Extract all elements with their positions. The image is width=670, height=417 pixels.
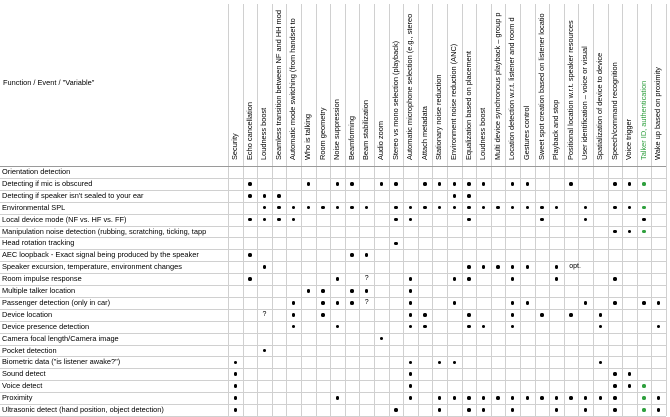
matrix-dot — [511, 206, 515, 210]
matrix-dot — [453, 396, 457, 400]
matrix-dot — [248, 253, 252, 257]
matrix-dot — [409, 301, 413, 305]
matrix-dot — [350, 206, 354, 210]
matrix-dot — [292, 206, 296, 210]
matrix-dot — [613, 372, 617, 376]
matrix-dot — [657, 325, 661, 329]
column-header — [535, 4, 547, 164]
matrix-dot — [657, 396, 661, 400]
matrix-dot — [555, 396, 559, 400]
matrix-dot — [511, 396, 515, 400]
column-header — [301, 4, 313, 164]
matrix-dot — [496, 265, 500, 269]
grid-line-vertical — [520, 4, 521, 416]
column-header — [330, 4, 342, 164]
row-label: Orientation detection — [2, 167, 71, 176]
matrix-dot — [628, 372, 632, 376]
column-header-label: Playback and stop — [551, 99, 561, 160]
matrix-dot — [263, 218, 267, 222]
column-header-label: Room geometry — [317, 107, 327, 160]
column-header-label: Automatic microphone selection (e.g., stereo — [405, 13, 415, 160]
column-header — [418, 4, 430, 164]
matrix-dot — [248, 218, 252, 222]
column-header-label: Seamless transition between NF and HH mod — [273, 10, 283, 160]
row-label: Environmental SPL — [2, 202, 66, 212]
column-header-label: Location detection w.r.t. listener and room d — [507, 17, 517, 160]
grid-line-vertical — [549, 4, 550, 416]
matrix-dot — [409, 325, 413, 329]
grid-line-vertical — [316, 4, 317, 416]
matrix-dot — [409, 396, 413, 400]
matrix-dot — [321, 313, 325, 317]
column-header — [564, 4, 576, 164]
matrix-dot — [336, 277, 340, 281]
matrix-dot — [511, 182, 515, 186]
column-header — [359, 4, 371, 164]
matrix-dot — [526, 182, 530, 186]
matrix-dot-green — [642, 206, 646, 210]
matrix-dot — [584, 218, 588, 222]
column-header — [403, 4, 415, 164]
matrix-dot — [628, 384, 632, 388]
grid-line-vertical — [622, 4, 623, 416]
matrix-dot — [277, 206, 281, 210]
matrix-dot — [613, 396, 617, 400]
matrix-dot — [482, 396, 486, 400]
matrix-dot — [321, 301, 325, 305]
matrix-dot — [292, 218, 296, 222]
matrix-dot — [336, 206, 340, 210]
row-label: Device presence detection — [2, 321, 90, 331]
matrix-dot — [467, 206, 471, 210]
matrix-dot — [511, 301, 515, 305]
grid-line-vertical — [272, 4, 273, 416]
matrix-dot — [613, 384, 617, 388]
matrix-dot — [540, 218, 544, 222]
matrix-dot — [350, 182, 354, 186]
column-header — [243, 4, 255, 164]
matrix-dot — [350, 289, 354, 293]
grid-line-vertical — [403, 4, 404, 416]
column-header — [549, 4, 561, 164]
matrix-dot — [642, 218, 646, 222]
matrix-dot — [438, 206, 442, 210]
matrix-dot — [540, 206, 544, 210]
column-header-label: Equalization based on placement — [463, 51, 473, 160]
matrix-dot — [526, 301, 530, 305]
matrix-dot — [482, 206, 486, 210]
matrix-dot — [248, 182, 252, 186]
matrix-dot — [350, 253, 354, 257]
matrix-dot — [394, 206, 398, 210]
matrix-dot — [555, 206, 559, 210]
matrix-dot — [526, 265, 530, 269]
matrix-dot — [438, 361, 442, 365]
column-header-label: Echo cancellation — [244, 102, 254, 160]
grid-line-vertical — [301, 4, 302, 416]
column-header — [228, 4, 240, 164]
grid-line-vertical — [462, 4, 463, 416]
row-label: Proximity — [2, 393, 33, 403]
grid-line-vertical — [578, 4, 579, 416]
matrix-dot — [380, 337, 384, 341]
matrix-text-mark: ? — [262, 310, 267, 318]
matrix-dot — [292, 301, 296, 305]
matrix-dot — [496, 206, 500, 210]
matrix-dot — [555, 265, 559, 269]
grid-line-vertical — [432, 4, 433, 416]
grid-line-vertical — [345, 4, 346, 416]
matrix-dot — [599, 325, 603, 329]
row-label: Local device mode (NF vs. HF vs. FF) — [2, 214, 127, 224]
column-header — [374, 4, 386, 164]
matrix-dot — [628, 230, 632, 234]
matrix-dot — [599, 313, 603, 317]
matrix-dot — [511, 325, 515, 329]
matrix-text-mark: ? — [364, 298, 369, 306]
matrix-dot — [438, 396, 442, 400]
matrix-dot — [482, 182, 486, 186]
row-label: Pocket detection — [2, 345, 57, 355]
matrix-dot — [613, 301, 617, 305]
row-label: Head rotation tracking — [2, 238, 75, 248]
column-header-label: Voice trigger — [624, 118, 634, 160]
column-header-label: Beam stabilization — [361, 100, 371, 160]
matrix-dot — [569, 182, 573, 186]
matrix-dot — [584, 396, 588, 400]
matrix-dot — [409, 218, 413, 222]
column-header-label: Sweet spot creation based on listener locatio — [536, 13, 546, 160]
matrix-dot — [438, 182, 442, 186]
column-header — [389, 4, 401, 164]
matrix-dot — [599, 396, 603, 400]
matrix-dot — [336, 325, 340, 329]
matrix-dot — [394, 242, 398, 246]
matrix-dot — [642, 301, 646, 305]
matrix-dot-green — [642, 230, 646, 234]
matrix-dot — [263, 194, 267, 198]
matrix-dot — [526, 396, 530, 400]
matrix-dot — [613, 206, 617, 210]
row-label: Biometric data ("is listener awake?") — [2, 357, 121, 367]
matrix-dot — [234, 372, 238, 376]
row-header-label: Function / Event / "Variable" — [3, 78, 95, 87]
column-header — [651, 4, 663, 164]
column-header-label: User identification – voice or visual — [580, 46, 590, 160]
grid-line-vertical — [389, 4, 390, 416]
matrix-dot — [409, 372, 413, 376]
column-header — [257, 4, 269, 164]
matrix-dot — [613, 182, 617, 186]
matrix-dot — [321, 206, 325, 210]
matrix-dot — [234, 384, 238, 388]
matrix-dot — [467, 218, 471, 222]
matrix-dot — [307, 289, 311, 293]
matrix-dot — [423, 182, 427, 186]
row-label: Manipulation noise detection (rubbing, scratching, ticking, tapp — [2, 226, 207, 236]
matrix-dot — [657, 301, 661, 305]
column-header — [593, 4, 605, 164]
grid-line-vertical — [228, 4, 229, 416]
column-header — [286, 4, 298, 164]
matrix-dot — [365, 206, 369, 210]
matrix-dot — [336, 182, 340, 186]
matrix-dot — [540, 396, 544, 400]
matrix-dot — [555, 277, 559, 281]
matrix-dot — [526, 206, 530, 210]
matrix-dot — [380, 182, 384, 186]
matrix-dot — [409, 384, 413, 388]
matrix-dot — [292, 325, 296, 329]
row-label: Room impulse response — [2, 274, 82, 284]
grid-line-vertical — [286, 4, 287, 416]
matrix-dot — [467, 325, 471, 329]
matrix-dot-green — [642, 182, 646, 186]
column-header — [272, 4, 284, 164]
matrix-dot — [467, 313, 471, 317]
grid-line-vertical — [491, 4, 492, 416]
matrix-dot — [453, 301, 457, 305]
grid-line-vertical — [359, 4, 360, 416]
matrix-dot — [569, 396, 573, 400]
row-label: Camera focal length/Camera image — [2, 333, 119, 343]
matrix-dot — [467, 265, 471, 269]
column-header — [520, 4, 532, 164]
column-header — [637, 4, 649, 164]
column-header — [345, 4, 357, 164]
grid-line-vertical — [476, 4, 477, 416]
matrix-dot — [511, 277, 515, 281]
column-header-label: Noise suppression — [332, 99, 342, 160]
column-header-label: Stereo vs mono selection (playback) — [390, 40, 400, 160]
matrix-dot — [584, 301, 588, 305]
matrix-dot — [248, 277, 252, 281]
matrix-dot — [277, 218, 281, 222]
grid-line-vertical — [535, 4, 536, 416]
matrix-dot — [409, 289, 413, 293]
grid-line-vertical — [651, 4, 652, 416]
matrix-dot — [540, 313, 544, 317]
column-header — [622, 4, 634, 164]
matrix-dot — [453, 277, 457, 281]
column-header-label: Loudness boost — [478, 107, 488, 160]
matrix-dot — [423, 313, 427, 317]
matrix-dot — [409, 277, 413, 281]
column-header-label: Spatialization of device to device — [595, 52, 604, 160]
grid-line-vertical — [418, 4, 419, 416]
column-header-label: Positional location w.r.t. speaker resources — [565, 20, 575, 160]
column-header-label: Loudness boost — [259, 107, 269, 160]
column-header — [608, 4, 620, 164]
row-label: Device location — [2, 309, 53, 319]
column-header-label: Audio zoom — [376, 120, 385, 160]
matrix-dot — [423, 325, 427, 329]
grid-line-vertical — [505, 4, 506, 416]
grid-line-vertical — [257, 4, 258, 416]
row-label: Detecting if mic is obscured — [2, 178, 93, 188]
column-header — [578, 4, 590, 164]
column-header-label: Attach metadata — [419, 106, 429, 160]
matrix-dot — [307, 206, 311, 210]
grid-line-vertical — [666, 4, 667, 416]
grid-line-vertical — [564, 4, 565, 416]
matrix-dot — [263, 206, 267, 210]
matrix-dot — [511, 313, 515, 317]
row-label: Speaker excursion, temperature, environment changes — [2, 262, 182, 272]
grid-line-vertical — [330, 4, 331, 416]
matrix-dot — [467, 194, 471, 198]
column-header-label: Talker ID, authentication — [638, 80, 648, 160]
column-header — [316, 4, 328, 164]
matrix-dot — [613, 230, 617, 234]
column-header-label: Automatic mode switching (from handset to — [288, 18, 298, 160]
matrix-dot — [628, 182, 632, 186]
matrix-dot — [453, 206, 457, 210]
column-header — [462, 4, 474, 164]
matrix-dot — [423, 206, 427, 210]
matrix-dot — [307, 182, 311, 186]
matrix-dot — [453, 194, 457, 198]
matrix-dot — [628, 206, 632, 210]
matrix-dot — [350, 301, 354, 305]
row-label: AEC loopback - Exact signal being produced by the speaker — [2, 250, 199, 260]
matrix-dot — [453, 182, 457, 186]
matrix-dot — [511, 265, 515, 269]
column-header-label: Security — [230, 133, 239, 160]
column-header-label: Wake up based on proximity — [653, 67, 663, 160]
row-label: Ultrasonic detect (hand position, object detection) — [2, 405, 164, 414]
matrix-dot — [467, 277, 471, 281]
row-label: Detecting if speaker isn't sealed to your ear — [2, 190, 144, 200]
matrix-dot — [482, 325, 486, 329]
matrix-dot — [234, 361, 238, 365]
column-header — [476, 4, 488, 164]
grid-line-vertical — [637, 4, 638, 416]
matrix-dot — [292, 313, 296, 317]
matrix-dot — [394, 218, 398, 222]
matrix-dot — [321, 289, 325, 293]
matrix-dot — [234, 396, 238, 400]
column-header — [505, 4, 517, 164]
matrix-dot — [336, 301, 340, 305]
matrix-dot — [394, 182, 398, 186]
column-header-label: Stationary noise reduction — [434, 74, 444, 160]
matrix-dot — [584, 206, 588, 210]
row-label: Voice detect — [2, 381, 43, 391]
grid-line-vertical — [593, 4, 594, 416]
column-header-label: Who is talking — [303, 113, 312, 160]
matrix-dot — [263, 349, 267, 353]
grid-line-vertical — [374, 4, 375, 416]
column-header-label: Gestures control — [522, 105, 531, 160]
row-label: Passenger detection (only in car) — [2, 297, 111, 307]
matrix-dot — [482, 265, 486, 269]
column-header-label: Multi device synchronous playback – group p — [492, 12, 502, 160]
matrix-dot — [365, 289, 369, 293]
matrix-dot-green — [642, 396, 646, 400]
matrix-dot — [467, 182, 471, 186]
column-header — [491, 4, 503, 164]
column-header-label: Beamforming — [346, 116, 356, 160]
matrix-dot — [409, 313, 413, 317]
matrix-dot — [453, 361, 457, 365]
column-header-label: Speech/command recognition — [609, 62, 619, 160]
matrix-text-mark: opt. — [569, 263, 581, 271]
matrix-dot — [467, 396, 471, 400]
matrix-dot — [263, 265, 267, 269]
grid-line-vertical — [608, 4, 609, 416]
matrix-dot — [599, 361, 603, 365]
row-label: Multiple talker location — [2, 286, 76, 295]
matrix-dot — [336, 396, 340, 400]
column-header — [447, 4, 459, 164]
matrix-dot — [277, 194, 281, 198]
matrix-dot — [569, 313, 573, 317]
matrix-dot — [409, 206, 413, 210]
grid-line-vertical — [243, 4, 244, 416]
matrix-dot — [409, 361, 413, 365]
column-header — [432, 4, 444, 164]
matrix-dot-green — [642, 384, 646, 388]
grid-line-vertical — [447, 4, 448, 416]
row-label: Sound detect — [2, 369, 46, 379]
matrix-dot — [496, 396, 500, 400]
matrix-text-mark: ? — [364, 275, 369, 283]
matrix-dot — [248, 194, 252, 198]
matrix-dot — [613, 277, 617, 281]
column-header-label: Environment noise reduction (ANC) — [449, 43, 458, 160]
matrix-dot — [365, 253, 369, 257]
